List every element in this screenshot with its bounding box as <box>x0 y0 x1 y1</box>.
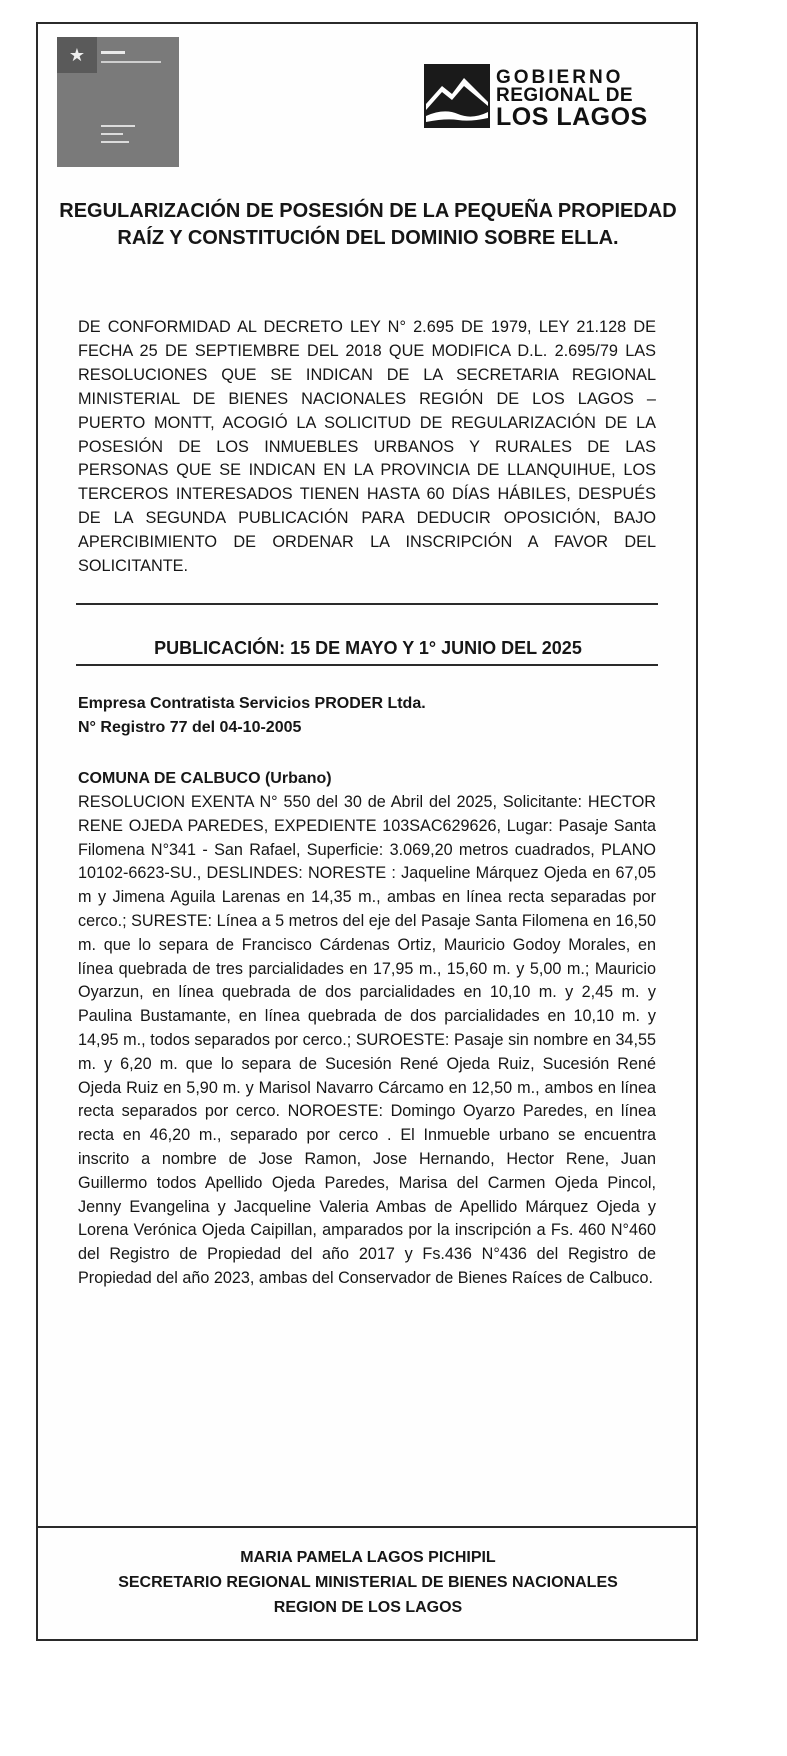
logo-text-line <box>101 61 161 63</box>
resolution-text: RESOLUCION EXENTA N° 550 del 30 de Abril del 2025, Solicitante: HECTOR RENE OJEDA PAREDES, EXPEDIENTE 103SAC629626, Lugar: Pasaje Santa Filomena N°341 - San Rafael, Superficie: 3.069,20 metros cuadrados, PLANO 10102-6623-SU., DESLINDES: NORESTE : Jaqueline Márquez Ojeda en 67,05 m y Jimena Aguila Larenas en 14,35 m., ambas en línea recta separadas por cerco.; SURESTE: Línea a 5 metros del eje del Pasaje Santa Filomena en 16,50 m. que lo separa de Francisco Cárdenas Ortiz, Mauricio Godoy Morales, en línea quebrada de tres parcialidades en 17,95 m., 15,60 m. y 5,00 m.; Mauricio Oyarzun, en línea quebrada de dos parcialidades en 10,10 m. y 2,45 m. y Paulina Bustamante, en línea quebrada de dos parcialidades en 10,10 m. y 14,95 m., todos separados por cerco.; SUROESTE: Pasaje sin nombre en 34,55 m. y 6,20 m. que lo separa de Sucesión René Ojeda Ruiz, Sucesión René Ojeda Ruiz en 5,90 m. y Marisol Navarro Cárcamo en 12,50 m., ambos en línea recta separados por cerco. NOROESTE: Domingo Oyarzo Paredes, en línea recta en 46,20 m., separado por cerco . El Inmueble urbano se encuentra inscrito a nombre de Jose Ramon, Jose Hernando, Hector Rene, Juan Guillermo todos Apellido Ojeda Paredes, Marisa del Carmen Ojeda Pincol, Jenny Evangelina y Jacqueline Valeria Ambas de Apellido Márquez Ojeda y Lorena Verónica Ojeda Caipillan, amparados por la inscripción a Fs. 460 N°460 del Registro de Propiedad del año 2017 y Fs.436 N°436 del Registro de Propiedad del año 2023, ambas del Conservador de Bienes Raíces de Calbuco. <box>78 793 656 1287</box>
logo-text-line <box>101 125 135 127</box>
company-registry: N° Registro 77 del 04-10-2005 <box>78 719 302 736</box>
intro-paragraph: DE CONFORMIDAD AL DECRETO LEY N° 2.695 DE 1979, LEY 21.128 DE FECHA 25 DE SEPTIEMBRE DEL 2018 QUE MODIFICA D.L. 2.695/79 LAS RESOLUCIONES QUE SE INDICAN DE LA SECRETARIA REGIONAL MINISTERIAL DE BIENES NACIONALES REGIÓN DE LOS LAGOS – PUERTO MONTT, ACOGIÓ LA SOLICITUD DE REGULARIZACIÓN DE LA POSESIÓN DE LOS INMUEBLES URBANOS Y RURALES DE LAS PERSONAS QUE SE INDICAN EN LA PROVINCIA DE LLANQUIHUE, LOS TERCEROS INTERESADOS TIENEN HASTA 60 DÍAS HÁBILES, DESPUÉS DE LA SEGUNDA PUBLICACIÓN PARA DEDUCIR OPOSICIÓN, BAJO APERCIBIMIENTO DE ORDENAR LA INSCRIPCIÓN A FAVOR DEL SOLICITANTE. <box>78 318 656 576</box>
logo-text-line <box>101 141 129 143</box>
notice-title: REGULARIZACIÓN DE POSESIÓN DE LA PEQUEÑA PROPIEDAD RAÍZ Y CONSTITUCIÓN DEL DOMINIO SOBRE ELLA. <box>59 200 677 249</box>
signature-divider <box>38 1526 696 1528</box>
gobierno-regional-logo <box>424 64 680 134</box>
divider <box>76 664 658 666</box>
ministry-logo <box>57 37 179 167</box>
signature-block <box>58 1545 678 1620</box>
company-name: Empresa Contratista Servicios PRODER Ltda. <box>78 695 426 712</box>
logo-line-regional: REGIONAL DE <box>496 85 634 106</box>
signatory-name: MARIA PAMELA LAGOS PICHIPIL <box>240 1549 496 1566</box>
star-icon: ★ <box>68 45 86 65</box>
mountain-logo-icon <box>424 64 490 128</box>
signatory-position: SECRETARIO REGIONAL MINISTERIAL DE BIENES NACIONALES <box>118 1574 618 1591</box>
company-block <box>78 692 426 740</box>
notice-frame <box>36 22 698 1641</box>
logo-line-los-lagos: LOS LAGOS <box>496 103 648 131</box>
logo-text-line <box>101 133 123 135</box>
comuna-heading: COMUNA DE CALBUCO (Urbano) <box>78 770 332 787</box>
notice-header <box>38 24 696 174</box>
logo-text-line <box>101 51 125 54</box>
publication-dates: PUBLICACIÓN: 15 DE MAYO Y 1° JUNIO DEL 2025 <box>154 638 582 658</box>
divider <box>76 603 658 605</box>
logo-line-gobierno: GOBIERNO <box>496 67 624 88</box>
signatory-region: REGION DE LOS LAGOS <box>273 1599 463 1616</box>
